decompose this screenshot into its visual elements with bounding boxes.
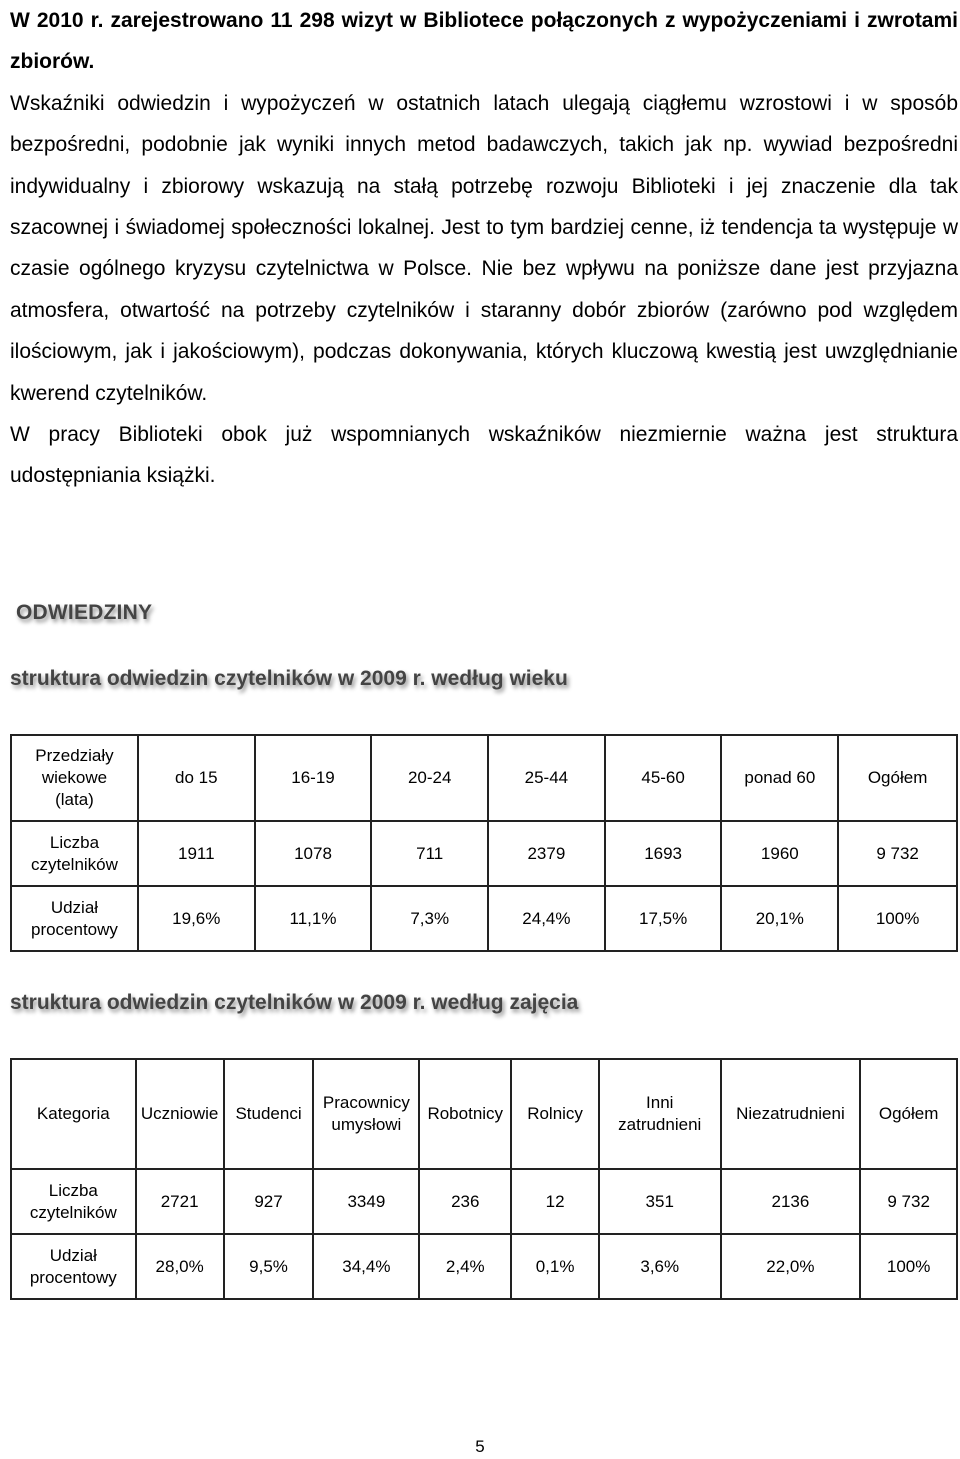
table-cell: do 15	[138, 735, 255, 821]
body-paragraph: W pracy Biblioteki obok już wspomnianych wskaźników niezmiernie ważna jest struktura udostępniania książki.	[10, 423, 958, 488]
table-row	[11, 735, 957, 821]
table-cell: Robotnicy	[419, 1059, 511, 1169]
table-cell: 11,1%	[255, 886, 372, 951]
table-cell: 1693	[605, 821, 722, 886]
table-cell: 28,0%	[136, 1234, 224, 1299]
table-cell: 45-60	[605, 735, 722, 821]
table-cell: 927	[224, 1169, 314, 1234]
table-cell: 351	[599, 1169, 721, 1234]
table-cell: Uczniowie	[136, 1059, 224, 1169]
table-cell: Liczba czytelników	[11, 821, 138, 886]
table-row	[11, 821, 957, 886]
table-cell: 236	[419, 1169, 511, 1234]
table-cell: Pracownicy umysłowi	[313, 1059, 419, 1169]
table-cell: Ogółem	[860, 1059, 957, 1169]
table-cell: 25-44	[488, 735, 605, 821]
table-cell: Przedziały wiekowe (lata)	[11, 735, 138, 821]
table-cell: 12	[511, 1169, 599, 1234]
table-cell: 0,1%	[511, 1234, 599, 1299]
table-cell: 20,1%	[721, 886, 838, 951]
table-cell: 17,5%	[605, 886, 722, 951]
table-cell: 100%	[838, 886, 957, 951]
lead-paragraph: W 2010 r. zarejestrowano 11 298 wizyt w Bibliotece połączonych z wypożyczeniami i zwrotami zbiorów.	[10, 9, 958, 74]
table-cell: 16-19	[255, 735, 372, 821]
table-cell: 7,3%	[371, 886, 488, 951]
table-cell: 9 732	[838, 821, 957, 886]
table-cell: Inni zatrudnieni	[599, 1059, 721, 1169]
table-cell: 34,4%	[313, 1234, 419, 1299]
table-row	[11, 1169, 957, 1234]
occupation-structure-table	[10, 1058, 958, 1300]
table-row	[11, 1059, 957, 1169]
table-cell: 1911	[138, 821, 255, 886]
age-structure-table	[10, 734, 958, 952]
table-cell: ponad 60	[721, 735, 838, 821]
table-cell: 3349	[313, 1169, 419, 1234]
table-cell: 19,6%	[138, 886, 255, 951]
table-cell: 1960	[721, 821, 838, 886]
table-cell: Ogółem	[838, 735, 957, 821]
page-number: 5	[475, 1437, 485, 1456]
table-cell: 100%	[860, 1234, 957, 1299]
table-cell: Liczba czytelników	[11, 1169, 136, 1234]
table-cell: 9,5%	[224, 1234, 314, 1299]
table-cell: Rolnicy	[511, 1059, 599, 1169]
table-cell: Niezatrudnieni	[721, 1059, 861, 1169]
table-cell: 9 732	[860, 1169, 957, 1234]
table-cell: 711	[371, 821, 488, 886]
table-cell: 2136	[721, 1169, 861, 1234]
table-cell: 20-24	[371, 735, 488, 821]
table-cell: 2,4%	[419, 1234, 511, 1299]
table-cell: 1078	[255, 821, 372, 886]
age-table-title: struktura odwiedzin czytelników w 2009 r. według wieku	[10, 667, 568, 690]
table-cell: Studenci	[224, 1059, 314, 1169]
table-cell: 2721	[136, 1169, 224, 1234]
table-cell: 22,0%	[721, 1234, 861, 1299]
table-cell: 3,6%	[599, 1234, 721, 1299]
occupation-table-title: struktura odwiedzin czytelników w 2009 r. według zajęcia	[10, 991, 579, 1014]
table-cell: Kategoria	[11, 1059, 136, 1169]
table-cell: 2379	[488, 821, 605, 886]
body-paragraph: Wskaźniki odwiedzin i wypożyczeń w ostatnich latach ulegają ciągłemu wzrostowi i w sposób bezpośredni, podobnie jak wyniki innych metod badawczych, takich jak np. wywiad bezpośredni indywidualny i zbiorowy wskazują na stałą potrzebę rozwoju Biblioteki i jej znaczenie dla tak szacownej i świadomej społeczności lokalnej. Jest to tym bardziej cenne, iż tendencja ta występuje w czasie ogólnego kryzysu czytelnictwa w Polsce. Nie bez wpływu na poniższe dane jest przyjazna atmosfera, otwartość na potrzeby czytelników i staranny dobór zbiorów (zarówno pod względem ilościowym, jak i jakościowym), podczas dokonywania, których kluczową kwestią jest uwzględnianie kwerend czytelników.	[10, 91, 958, 405]
table-cell: Udział procentowy	[11, 1234, 136, 1299]
section-title: ODWIEDZINY	[16, 601, 153, 624]
table-cell: 24,4%	[488, 886, 605, 951]
table-row	[11, 886, 957, 951]
table-row	[11, 1234, 957, 1299]
table-cell: Udział procentowy	[11, 886, 138, 951]
intro-text	[10, 0, 958, 497]
